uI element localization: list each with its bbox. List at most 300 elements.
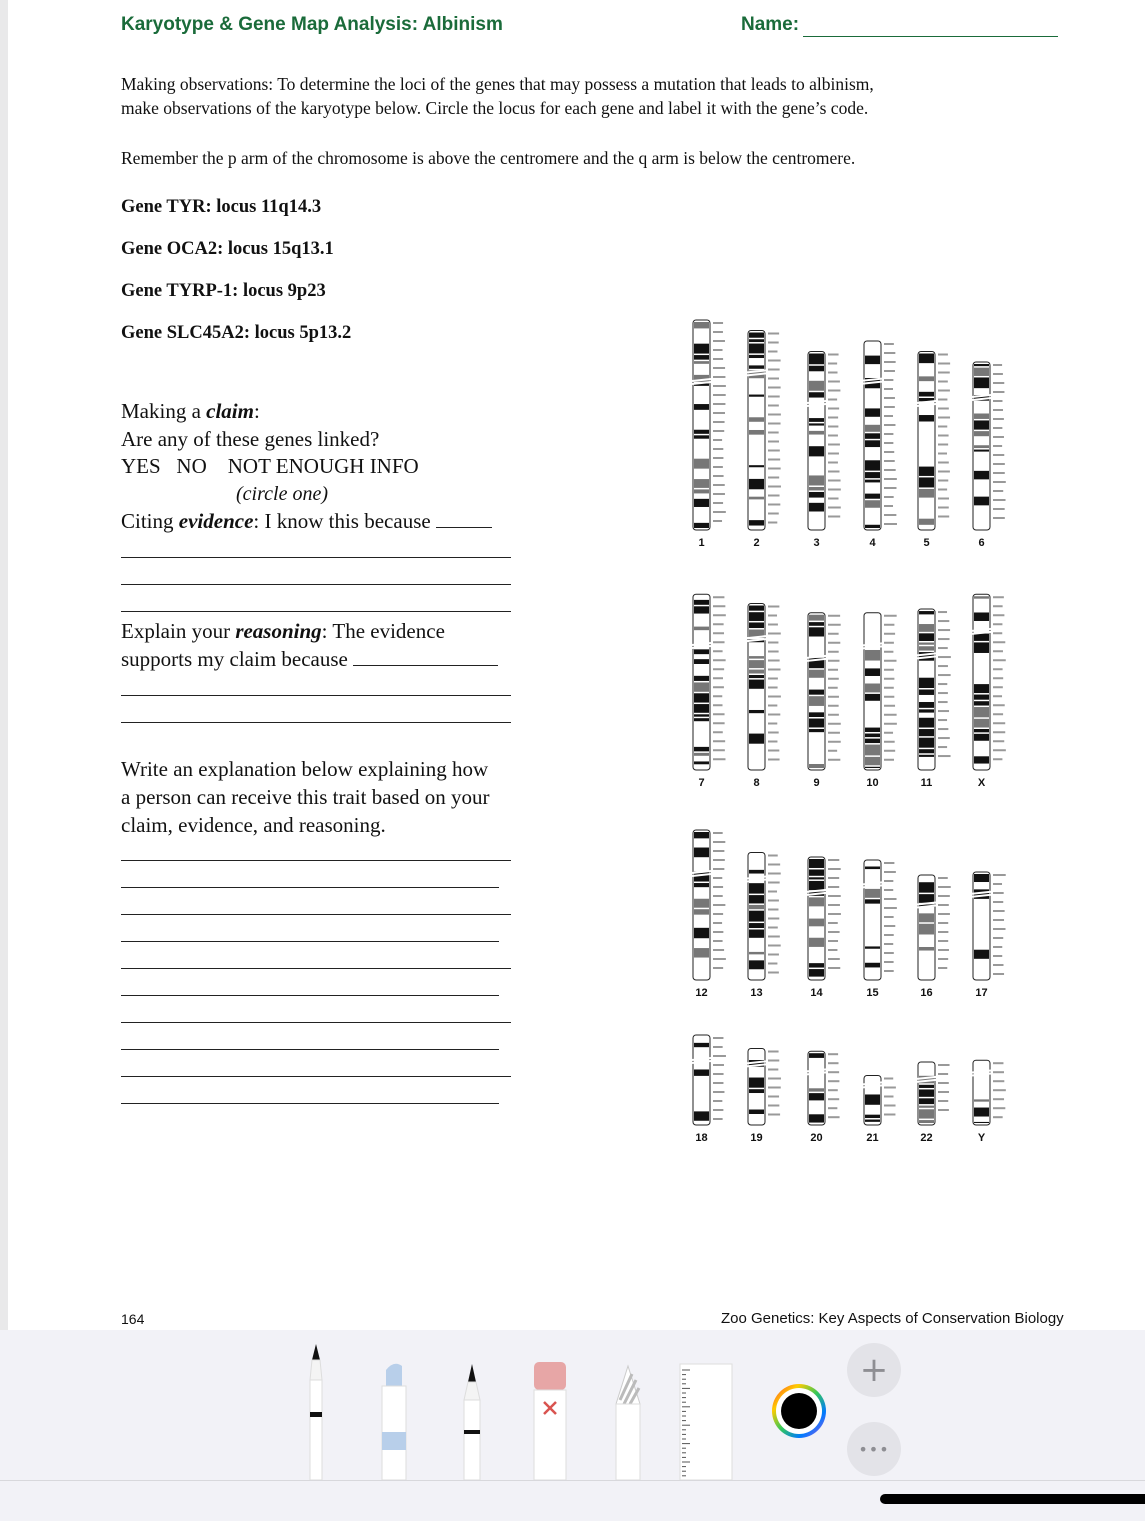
band-label: [884, 1087, 896, 1089]
chromosome-number: 15: [866, 987, 879, 999]
band-label: [938, 737, 950, 739]
chromosome-number: 11: [920, 777, 933, 789]
band-label: [828, 922, 838, 924]
band-label: [884, 361, 896, 363]
explanation-answer-line[interactable]: [121, 995, 499, 996]
band-label: [713, 740, 725, 742]
chromosome-number: 22: [920, 1132, 933, 1144]
band-label: [938, 922, 948, 924]
band-label: [768, 963, 777, 965]
band-label: [713, 913, 723, 915]
band-label: [768, 405, 779, 407]
band-label: [938, 408, 949, 410]
chromosome[interactable]: [972, 362, 1006, 530]
band-label: [884, 898, 897, 900]
band-label: [768, 873, 781, 875]
band-label: [828, 904, 840, 906]
band-label: [713, 457, 723, 459]
band-label: [713, 1118, 723, 1120]
color-picker-icon[interactable]: [770, 1382, 828, 1440]
band-label: [993, 508, 1005, 510]
band-label: [768, 606, 779, 608]
band-label: [768, 927, 778, 929]
band-label: [884, 705, 895, 707]
band-label: [713, 403, 725, 405]
band-label: [993, 686, 1003, 688]
explanation-answer-line[interactable]: [121, 860, 511, 861]
band-label: [828, 958, 840, 960]
band-label: [993, 623, 1002, 625]
band-label: [828, 507, 841, 509]
remember-text: Remember the p arm of the chromosome is above the centromere and the q arm is below the centromere.: [121, 148, 856, 168]
band-label: [993, 919, 1004, 921]
band-label: [993, 1071, 1004, 1073]
chromosome[interactable]: [747, 604, 781, 771]
band-label: [938, 354, 948, 356]
add-button[interactable]: [847, 1343, 901, 1397]
gene-oca2: Gene OCA2: locus 15q13.1: [121, 239, 334, 259]
band-label: [828, 1080, 839, 1082]
band-label: [713, 322, 723, 324]
band-label: [713, 895, 723, 897]
evidence-line-2[interactable]: [121, 584, 511, 585]
chromosome-number: 17: [975, 987, 988, 999]
band-label: [884, 615, 897, 617]
band-label: [828, 741, 841, 743]
band-label: [713, 439, 722, 441]
chromosome[interactable]: [972, 594, 1006, 770]
band-label: [713, 958, 726, 960]
band-label: [768, 1114, 780, 1116]
band-label: [713, 349, 723, 351]
chromosome[interactable]: [917, 1062, 950, 1125]
band-label: [938, 507, 949, 509]
worksheet-title: Karyotype & Gene Map Analysis: Albinism: [121, 14, 503, 35]
explanation-answer-line[interactable]: [121, 1103, 499, 1104]
band-label: [993, 463, 1005, 465]
band-label: [993, 373, 1003, 375]
band-label: [713, 904, 725, 906]
band-label: [993, 364, 1002, 366]
band-label: [713, 340, 725, 342]
chromosome[interactable]: [692, 594, 726, 770]
band-label: [768, 1069, 778, 1071]
band-label: [938, 755, 951, 757]
band-label: [993, 1098, 1004, 1100]
band-label: [713, 967, 723, 969]
band-label: [768, 891, 777, 893]
band-label: [768, 741, 777, 743]
band-label: [884, 442, 893, 444]
band-label: [993, 436, 1004, 438]
band-label: [938, 967, 947, 969]
observations-line-2: make observations of the karyotype below. Circle the locus for each gene and label it with the gene’s code.: [121, 98, 869, 118]
claim-question: Are any of these genes linked?: [121, 427, 380, 451]
band-label: [938, 453, 947, 455]
band-label: [884, 871, 896, 873]
band-label: [993, 928, 1006, 930]
band-label: [828, 723, 841, 725]
explanation-line-3: claim, evidence, and reasoning.: [121, 813, 386, 837]
band-label: [884, 415, 893, 417]
chromosome[interactable]: [863, 1076, 896, 1126]
band-label: [713, 385, 726, 387]
band-label: [713, 520, 722, 522]
band-label: [938, 1100, 948, 1102]
band-label: [828, 660, 839, 662]
band-label: [884, 424, 895, 426]
band-label: [713, 632, 724, 634]
band-label: [993, 731, 1005, 733]
karyotype-figure: [668, 315, 1008, 1155]
home-indicator[interactable]: [880, 1494, 1145, 1504]
band-label: [993, 641, 1005, 643]
band-label: [713, 1091, 724, 1093]
band-label: [828, 1053, 838, 1055]
markup-toolbar: [0, 1330, 1145, 1480]
band-label: [768, 459, 780, 461]
band-label: [713, 659, 726, 661]
chromosome-number: 18: [695, 1132, 708, 1144]
band-label: [713, 1109, 723, 1111]
claim-options[interactable]: YES NO NOT ENOUGH INFO: [121, 454, 419, 478]
band-label: [828, 913, 841, 915]
band-label: [938, 940, 948, 942]
band-label: [713, 940, 723, 942]
band-label: [884, 934, 894, 936]
chromosome-number: 9: [813, 777, 820, 789]
band-label: [828, 877, 839, 879]
band-label: [768, 423, 781, 425]
band-label: [768, 615, 777, 617]
band-label: [828, 949, 837, 951]
band-label: [713, 511, 726, 513]
band-label: [713, 596, 724, 598]
band-label: [768, 414, 781, 416]
reasoning-line-1[interactable]: [121, 695, 511, 696]
band-label: [713, 841, 725, 843]
band-label: [828, 624, 841, 626]
band-label: [713, 850, 724, 852]
band-label: [713, 704, 722, 706]
band-label: [828, 498, 839, 500]
band-label: [993, 499, 1006, 501]
marker-tool[interactable]: [374, 1360, 414, 1480]
explanation-answer-line[interactable]: [121, 1049, 499, 1050]
band-label: [938, 701, 948, 703]
band-label: [884, 633, 895, 635]
band-label: [828, 426, 838, 428]
chromosome[interactable]: [917, 352, 950, 531]
band-label: [884, 505, 893, 507]
band-label: [713, 686, 724, 688]
band-label: [993, 382, 1004, 384]
band-label: [828, 1089, 838, 1091]
chromosome[interactable]: [692, 1035, 726, 1125]
band-label: [993, 481, 1006, 483]
band-label: [828, 408, 839, 410]
band-label: [884, 916, 894, 918]
band-label: [884, 741, 895, 743]
band-label: [938, 471, 950, 473]
band-label: [713, 650, 723, 652]
band-label: [713, 886, 723, 888]
chromosome[interactable]: [807, 352, 841, 531]
band-label: [993, 632, 1002, 634]
band-label: [768, 696, 781, 698]
explanation-answer-line[interactable]: [121, 941, 499, 942]
band-label: [938, 498, 949, 500]
band-label: [884, 487, 896, 489]
band-label: [713, 484, 725, 486]
band-label: [993, 1089, 1006, 1091]
band-label: [768, 504, 780, 506]
band-label: [828, 705, 839, 707]
chromosome[interactable]: [747, 853, 781, 981]
band-label: [768, 333, 779, 335]
band-label: [828, 1098, 839, 1100]
band-label: [713, 922, 722, 924]
band-label: [713, 421, 725, 423]
chromosome[interactable]: [747, 1049, 781, 1126]
band-label: [993, 955, 1002, 957]
band-label: [993, 677, 1003, 679]
band-label: [768, 1051, 779, 1053]
band-label: [938, 1091, 949, 1093]
evidence-line-1[interactable]: [121, 557, 511, 558]
band-label: [768, 651, 779, 653]
band-label: [884, 352, 895, 354]
band-label: [768, 678, 778, 680]
band-label: [993, 605, 1003, 607]
band-label: [768, 714, 780, 716]
band-label: [828, 435, 838, 437]
band-label: [828, 642, 840, 644]
band-label: [828, 615, 840, 617]
band-label: [768, 705, 777, 707]
band-label: [884, 1114, 895, 1116]
band-label: [993, 1107, 1005, 1109]
lasso-tool[interactable]: [608, 1360, 648, 1480]
band-label: [938, 913, 950, 915]
chromosome[interactable]: [863, 341, 897, 530]
band-label: [884, 433, 893, 435]
band-label: [828, 480, 841, 482]
band-label: [884, 496, 894, 498]
band-label: [828, 489, 841, 491]
band-label: [828, 462, 838, 464]
pen-tool[interactable]: [296, 1340, 336, 1480]
band-label: [884, 732, 893, 734]
explanation-answer-line[interactable]: [121, 1022, 511, 1023]
chromosome-number: 8: [753, 777, 760, 789]
band-label: [713, 1037, 723, 1039]
band-label: [768, 954, 779, 956]
band-label: [828, 1062, 839, 1064]
band-label: [713, 430, 724, 432]
chromosome[interactable]: [807, 1051, 840, 1125]
band-label: [713, 502, 723, 504]
band-label: [768, 369, 780, 371]
band-label: [993, 964, 1003, 966]
book-title: Zoo Genetics: Key Aspects of Conservation Biology: [721, 1310, 1064, 1327]
gene-slc45a2: Gene SLC45A2: locus 5p13.2: [121, 323, 352, 343]
band-label: [713, 493, 725, 495]
band-label: [884, 460, 895, 462]
band-label: [993, 1062, 1003, 1064]
band-label: [938, 656, 951, 658]
band-label: [884, 714, 897, 716]
band-label: [938, 665, 948, 667]
band-label: [828, 354, 839, 356]
band-label: [938, 1073, 948, 1075]
reasoning-line-2[interactable]: [121, 722, 511, 723]
band-label: [713, 877, 722, 879]
band-label: [938, 638, 950, 640]
chromosome-number: 13: [750, 987, 763, 999]
band-label: [713, 1100, 722, 1102]
band-label: [938, 931, 948, 933]
evidence-line-3[interactable]: [121, 611, 511, 612]
band-label: [828, 516, 840, 518]
band-label: [993, 472, 1005, 474]
band-label: [768, 486, 781, 488]
band-label: [938, 399, 947, 401]
band-label: [828, 453, 839, 455]
more-button[interactable]: [847, 1422, 901, 1476]
band-label: [768, 864, 780, 866]
reasoning-prompt: Explain your reasoning: The evidence: [121, 619, 445, 643]
observations-line-1: Making observations: To determine the loci of the genes that may possess a mutation that leads to albinism,: [121, 74, 874, 94]
band-label: [993, 668, 1003, 670]
band-label: [993, 596, 1004, 598]
explanation-line-1: Write an explanation below explaining how: [121, 757, 489, 781]
chromosome-number: 2: [753, 537, 760, 549]
chromosome-number: 12: [695, 987, 708, 999]
band-label: [828, 390, 840, 392]
band-label: [768, 477, 779, 479]
chromosome[interactable]: [692, 320, 726, 530]
band-label: [713, 722, 725, 724]
band-label: [993, 418, 1004, 420]
ruler-tool[interactable]: [678, 1360, 734, 1480]
chromosome[interactable]: [747, 331, 781, 531]
chromosome[interactable]: [807, 613, 841, 770]
chromosome[interactable]: [807, 857, 841, 980]
band-label: [713, 448, 723, 450]
band-label: [768, 396, 780, 398]
evidence-prompt: Citing evidence: I know this because: [121, 507, 492, 535]
band-label: [828, 669, 838, 671]
band-label: [828, 633, 839, 635]
band-label: [993, 722, 1005, 724]
band-label: [768, 633, 781, 635]
chromosome[interactable]: [863, 613, 897, 770]
explanation-answer-line[interactable]: [121, 887, 499, 888]
band-label: [828, 381, 840, 383]
explanation-answer-line[interactable]: [121, 1076, 511, 1077]
band-label: [938, 390, 950, 392]
chromosome-number: 16: [920, 987, 933, 999]
chromosome[interactable]: [863, 860, 897, 980]
band-label: [884, 523, 897, 525]
band-label: [938, 895, 950, 897]
band-label: [884, 687, 894, 689]
band-label: [713, 1082, 723, 1084]
explanation-answer-line[interactable]: [121, 914, 511, 915]
band-label: [884, 651, 893, 653]
band-label: [938, 674, 951, 676]
band-label: [768, 387, 781, 389]
band-label: [828, 417, 838, 419]
band-label: [993, 400, 1002, 402]
band-label: [884, 880, 893, 882]
band-label: [993, 445, 1002, 447]
band-label: [938, 629, 950, 631]
eraser-tool[interactable]: [530, 1360, 570, 1480]
chromosome[interactable]: [692, 830, 726, 980]
explanation-answer-line[interactable]: [121, 968, 511, 969]
band-label: [768, 882, 780, 884]
band-label: [768, 495, 780, 497]
band-label: [768, 624, 778, 626]
page-number: 164: [121, 1311, 145, 1327]
band-label: [993, 1116, 1003, 1118]
band-label: [828, 868, 841, 870]
chromosome[interactable]: [972, 1060, 1006, 1125]
band-label: [884, 970, 894, 972]
chromosome[interactable]: [972, 872, 1006, 980]
band-label: [768, 432, 779, 434]
pencil-tool[interactable]: [452, 1360, 492, 1480]
reasoning-prompt-2: supports my claim because: [121, 645, 498, 673]
band-label: [713, 949, 724, 951]
band-label: [938, 381, 948, 383]
band-label: [828, 895, 841, 897]
band-label: [713, 331, 723, 333]
band-label: [884, 862, 894, 864]
band-label: [938, 462, 949, 464]
chromosome[interactable]: [917, 609, 951, 770]
band-label: [884, 451, 894, 453]
band-label: [938, 719, 947, 721]
band-label: [884, 943, 893, 945]
band-label: [993, 454, 1004, 456]
chromosome-number: 7: [698, 777, 705, 789]
chromosome[interactable]: [917, 875, 951, 980]
band-label: [768, 750, 779, 752]
band-label: [828, 714, 839, 716]
band-label: [828, 444, 840, 446]
band-label: [828, 372, 838, 374]
band-label: [884, 406, 895, 408]
band-label: [828, 651, 839, 653]
band-label: [993, 740, 1004, 742]
band-label: [938, 363, 950, 365]
band-label: [828, 1116, 840, 1118]
band-label: [828, 1071, 839, 1073]
name-line[interactable]: [803, 36, 1058, 37]
more-icon: •••: [858, 1439, 890, 1459]
band-label: [828, 859, 839, 861]
band-label: [768, 1096, 779, 1098]
gene-tyrp1: Gene TYRP-1: locus 9p23: [121, 281, 326, 301]
band-label: [938, 877, 948, 879]
band-label: [768, 468, 781, 470]
band-label: [938, 620, 949, 622]
band-label: [768, 441, 779, 443]
band-label: [828, 732, 840, 734]
